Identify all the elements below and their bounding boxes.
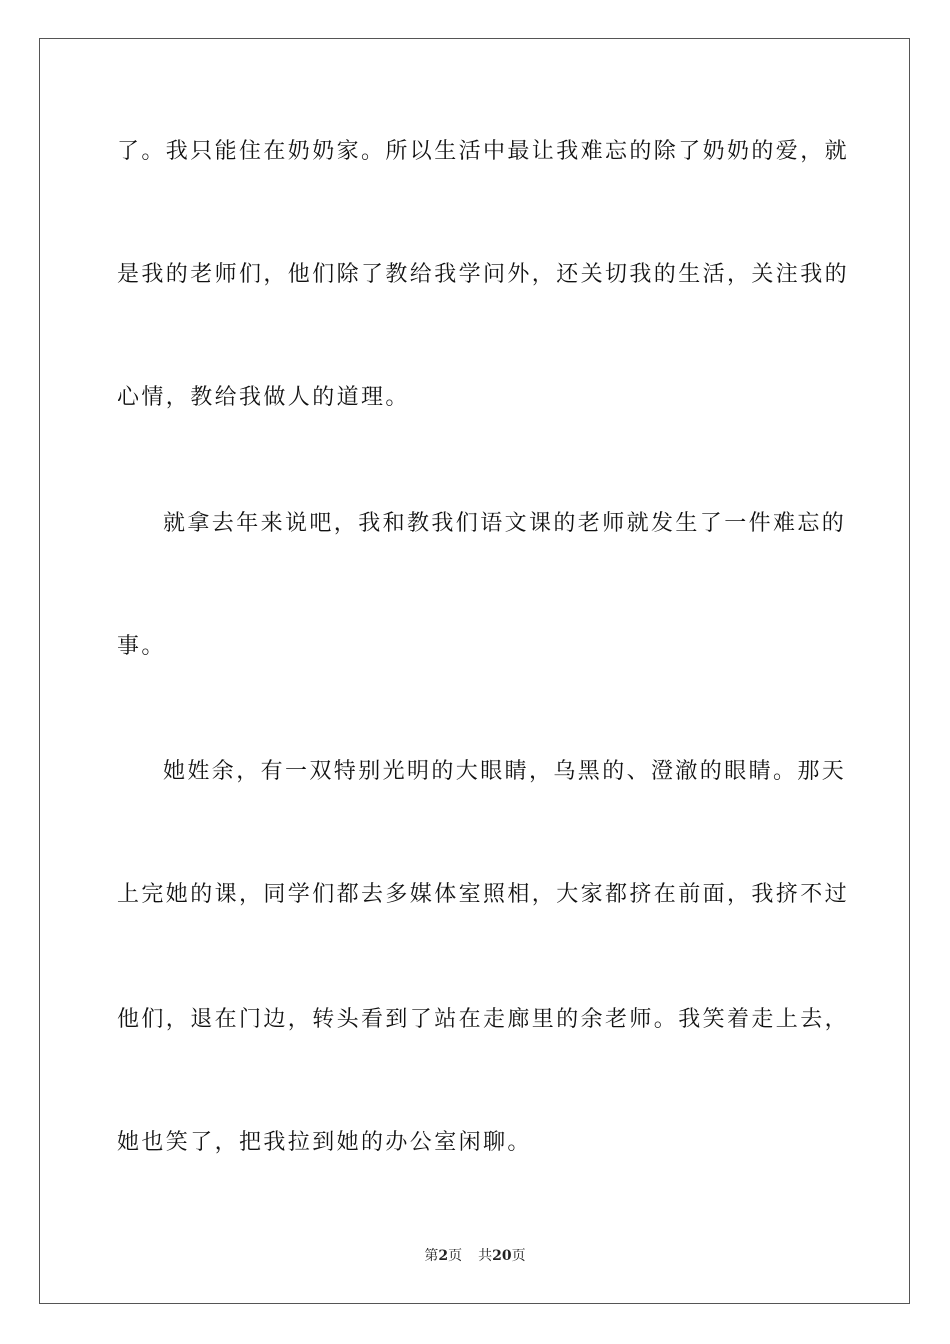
text-line: 就拿去年来说吧，我和教我们语文课的老师就发生了一件难忘的	[163, 511, 847, 536]
total-pages: 20	[492, 1248, 512, 1264]
text-line: 他们，退在门边，转头看到了站在走廊里的余老师。我笑着走上去，	[117, 1007, 850, 1032]
page-prefix: 第	[424, 1248, 439, 1264]
text-line: 了。我只能住在奶奶家。所以生活中最让我难忘的除了奶奶的爱，就	[117, 139, 850, 164]
total-prefix: 共	[478, 1248, 493, 1264]
page-footer	[0, 1246, 950, 1266]
page-border	[39, 38, 910, 1304]
text-line: 她也笑了，把我拉到她的办公室闲聊。	[117, 1130, 532, 1155]
page-number: 2	[438, 1248, 449, 1264]
text-line: 事。	[117, 634, 166, 659]
text-line: 上完她的课，同学们都去多媒体室照相，大家都挤在前面，我挤不过	[117, 882, 850, 907]
page-suffix: 页	[448, 1248, 463, 1264]
text-line: 是我的老师们，他们除了教给我学问外，还关切我的生活，关注我的	[117, 262, 850, 287]
text-line: 心情，教给我做人的道理。	[117, 385, 410, 410]
text-line: 她姓余，有一双特别光明的大眼睛，乌黑的、澄澈的眼睛。那天	[163, 759, 847, 784]
total-suffix: 页	[511, 1248, 526, 1264]
